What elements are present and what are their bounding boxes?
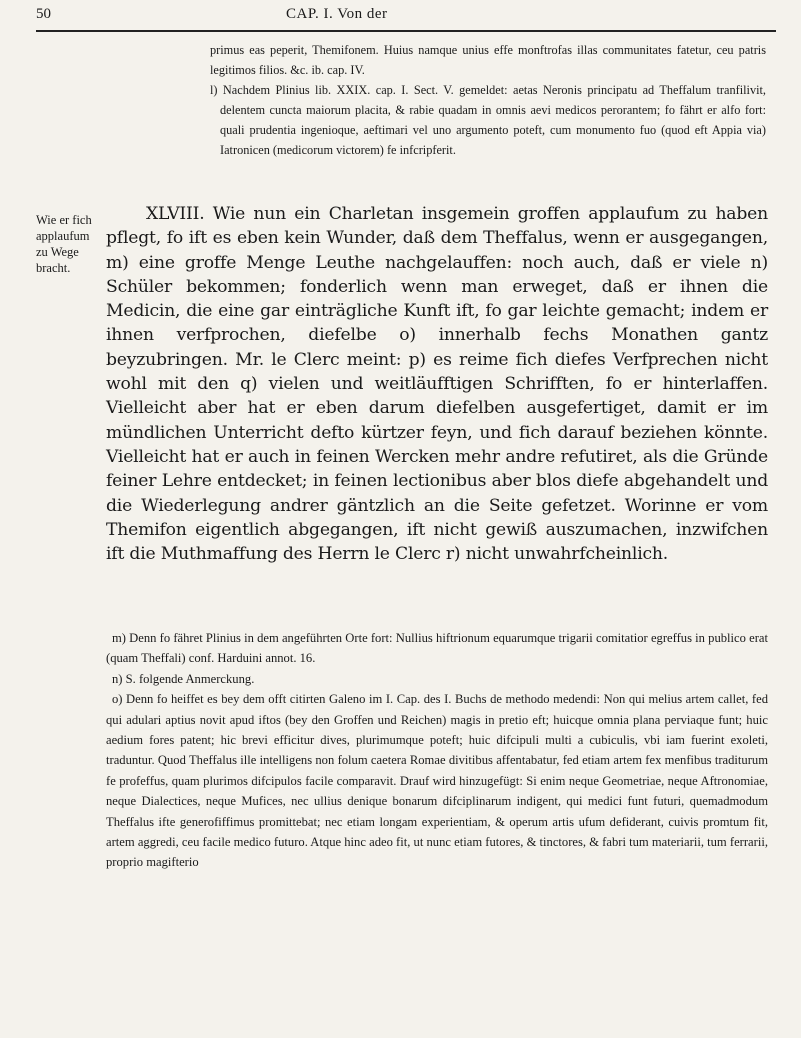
footnote-n: n) S. folgende Anmerckung.	[112, 671, 255, 686]
footnote-l: l) Nachdem Plinius lib. XXIX. cap. I. Sect. V. gemeldet: aetas Neronis principatu ad Theffalum tranfilivit, delentem cuncta maiorum placita, & rabie quadam in omnis aevi medicos perorantem; fo fährt er alfo fort: quali prudentia ingenioque, aeftimari vel uno argumento poteft, cum monumento fuo (quod eft Appia via) Iatronicen (medicorum victorem) fe infcripferit.	[210, 83, 766, 157]
running-title: CAP. I. Von der	[286, 6, 388, 22]
margin-note: Wie er fich applaufum zu Wege bracht.	[36, 213, 92, 275]
footnote-m: m) Denn fo fähret Plinius in dem angeführten Orte fort: Nullius hiftrionum equarumque trigarii comitatior egreffus in publico erat (quam Theffali) conf. Harduini annot. 16.	[106, 631, 768, 666]
latin-continuation-block	[210, 40, 766, 160]
page-header	[36, 4, 776, 32]
section-xlviii-text: XLVIII. Wie nun ein Charletan insgemein groffen applaufum zu haben pflegt, fo ift es eben kein Wunder, daß dem Theffalus, wenn er ausgegangen, m) eine groffe Menge Leuthe nachgelauffen: noch auch, daß er viele n) Schüler bekommen; fonderlich wenn man erweget, daß er ihnen die Medicin, die eine gar einträgliche Kunft ift, fo gar leichte gemacht; indem er ihnen verfprochen, diefelbe o) innerhalb fechs Monathen gantz beyzubringen. Mr. le Clerc meint: p) es reime fich diefes Verfprechen nicht wohl mit den q) vielen und weitläufftigen Schrifften, fo er hinterlaffen. Vielleicht aber hat er eben darum diefelben ausgefertiget, damit er im mündlichen Unterricht defto kürtzer feyn, und fich darauf beziehen könnte. Vielleicht hat er auch in feinen Wercken mehr andre refutiret, als die Gründe feiner Lehre entdecket; in feinen lectionibus aber blos diefe abgehandelt und die Wiederlegung andrer gäntzlich an die Seite gefetzet. Worinne er vom Themifon eigentlich abgegangen, ift nicht gewiß auszumachen, inzwifchen ift die Muthmaffung des Herrn le Clerc r) nicht unwahrfcheinlich.	[106, 204, 768, 565]
main-paragraph-block	[106, 202, 768, 566]
footnote-o: o) Denn fo heiffet es bey dem offt citirten Galeno im I. Cap. des I. Buchs de methodo medendi: Non qui melius artem callet, fed qui adulari aptius novit apud iftos (bey den Groffen und Reichen) magis in pretio eft; huicque omnia plana perviaque funt; huic aedium fores patent; hic brevi efficitur dives, plurimumque poteft; huic difcipuli multi a cubiculis, vbi iam fuerint exoleti, traduntur. Quod Theffalus ille intelligens non folum caetera Romae divitibus affentabatur, fed etiam artem fex menfibus traditurum fe profeffus, quam plurimos difcipulos facile comparavit. Drauf wird hinzugefügt: Si enim neque Geometriae, neque Aftronomiae, neque Dialectices, neque Mufices, nec ullius denique bonarum difciplinarum indigent, qui medici funt futuri, quemadmodum Theffalus ifte generofiffimus promittebat; nec etiam longam experientiam, & operum artis ufum defiderant, cuivis promtum fit, artem aggredi, ceu facile medico futuro. Atque hinc adeo fit, ut nunc etiam futores, & tinctores, & fabri tum materiarii, tum ferrarii, proprio magifterio	[106, 692, 768, 870]
latin-continuation-text: primus eas peperit, Themifonem. Huius namque unius effe monftrofas illas communitates fatetur, ceu patris legitimos filios. &c. ib. cap. IV.	[210, 43, 766, 77]
footnotes-block	[106, 628, 768, 873]
page-number: 50	[36, 6, 51, 22]
